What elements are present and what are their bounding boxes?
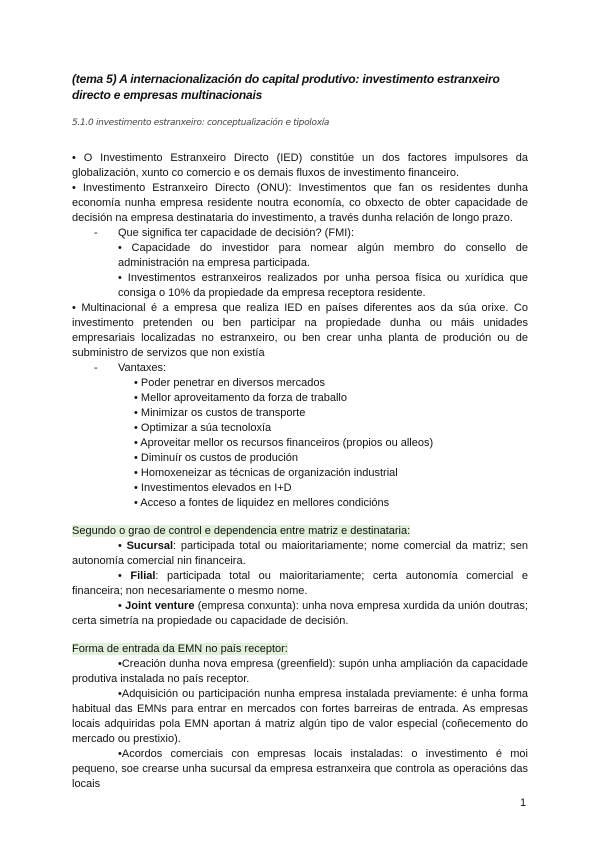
advantage-item: • Optimizar a súa tecnoloxía [134, 422, 272, 434]
paragraph-multinational: • Multinacional é a empresa que realiza IED en países diferentes aos da súa orixe. Co investimento pretenden ou ben participar na propiedade dunha ou máis unidades empresariais localizadas no estranxeiro, ou ben crear unha planta de produción ou de subministro de servizos que non existía [72, 302, 528, 359]
paragraph-ied: • O Investimento Estranxeiro Directo (IED) constitúe un dos factores impulsores da globalización, xunto co comercio e os demais fluxos de investimento financeiro. [72, 152, 528, 179]
page-number: 1 [520, 797, 527, 809]
control-term: Joint venture [125, 600, 195, 612]
advantage-item: • Acceso a fontes de liquidez en mellores condicións [134, 497, 390, 509]
advantage-item: • Diminuír os custos de produción [134, 452, 299, 464]
control-heading: Segundo o grao de control e dependencia entre matriz e destinataria: [72, 525, 411, 537]
entry-heading: Forma de entrada da EMN no país receptor: [72, 643, 288, 655]
control-heading-row [72, 524, 528, 539]
question-item: - Que significa ter capacidade de decisión? (FMI): [72, 226, 528, 241]
control-text: : participada total ou maioritariamente; certa autonomía comercial e financeira; non necesariamente o mesmo nome. [72, 570, 528, 597]
advantages-label: - Vantaxes: [72, 361, 528, 376]
section-subtitle: 5.1.0 investimento estranxeiro: conceptualización e tipoloxía [72, 118, 330, 128]
advantage-item: • Minimizar os custos de transporte [134, 407, 306, 419]
advantage-item: • Mellor aproveitamento da forza de traballo [134, 392, 347, 404]
advantage-item: • Poder penetrar en diversos mercados [134, 377, 325, 389]
control-term: Sucursal [126, 540, 174, 552]
control-type: • Sucursal: participada total ou maioritariamente; nome comercial da matriz; sen autonomía comercial nin financeira. [72, 540, 528, 567]
control-type: • Joint venture (empresa conxunta): unha nova empresa xurdida da unión doutras; certa simetría na propiedade ou capacidade de decisión. [72, 600, 528, 627]
control-text: (empresa conxunta): unha nova empresa xurdida da unión doutras; certa simetría na propiedade ou capacidade de decisión. [72, 600, 528, 627]
entry-mode: •Acordos comerciais con empresas locais instaladas: o investimento é moi pequeno, soe crearse unha sucursal da empresa estranxeira que controla as operacións das locais [72, 748, 528, 790]
advantage-item: • Aproveitar mellor os recursos financeiros (propios ou alleos) [134, 437, 434, 449]
question-point: • Investimentos estranxeiros realizados por unha persoa física ou xurídica que consiga o 10% da propiedade da empresa receptora residente. [118, 272, 528, 299]
control-text: : participada total ou maioritariamente; nome comercial da matriz; sen autonomía comercial nin financeira. [72, 540, 528, 567]
paragraph-ied-onu: • Investimento Estranxeiro Directo (ONU): Investimentos que fan os residentes dunha economía nunha empresa residente noutra economía, co obxecto de obter capacidade de decisión na empresa destinataria do investimento, a través dunha relación de longo prazo. [72, 182, 528, 224]
control-type: • Filial: participada total ou maioritariamente; certa autonomía comercial e financeira; non necesariamente o mesmo nome. [72, 570, 528, 597]
entry-mode: •Creación dunha nova empresa (greenfield): supón unha ampliación da capacidade produtiva instalada no país receptor. [72, 658, 528, 685]
entry-heading-row [72, 642, 528, 657]
document-title: (tema 5) A internacionalización do capital produtivo: investimento estranxeiro directo e empresas multinacionais [72, 72, 500, 102]
advantage-item: • Investimentos elevados en I+D [134, 482, 292, 494]
question-point: • Capacidade do investidor para nomear algún membro do consello de administración na empresa participada. [118, 242, 528, 269]
entry-mode: •Adquisición ou participación nunha empresa instalada previamente: é unha forma habitual das EMNs para entrar en mercados con fortes barreiras de entrada. As empresas locais adquiridas pola EMN aportan á matriz algún tipo de valor especial (coñecemento do mercado ou prestixio). [72, 688, 528, 745]
advantage-item: • Homoxeneizar as técnicas de organización industrial [134, 467, 398, 479]
document-body [72, 151, 528, 792]
advantages-list [72, 376, 528, 511]
control-term: Filial [130, 570, 156, 582]
